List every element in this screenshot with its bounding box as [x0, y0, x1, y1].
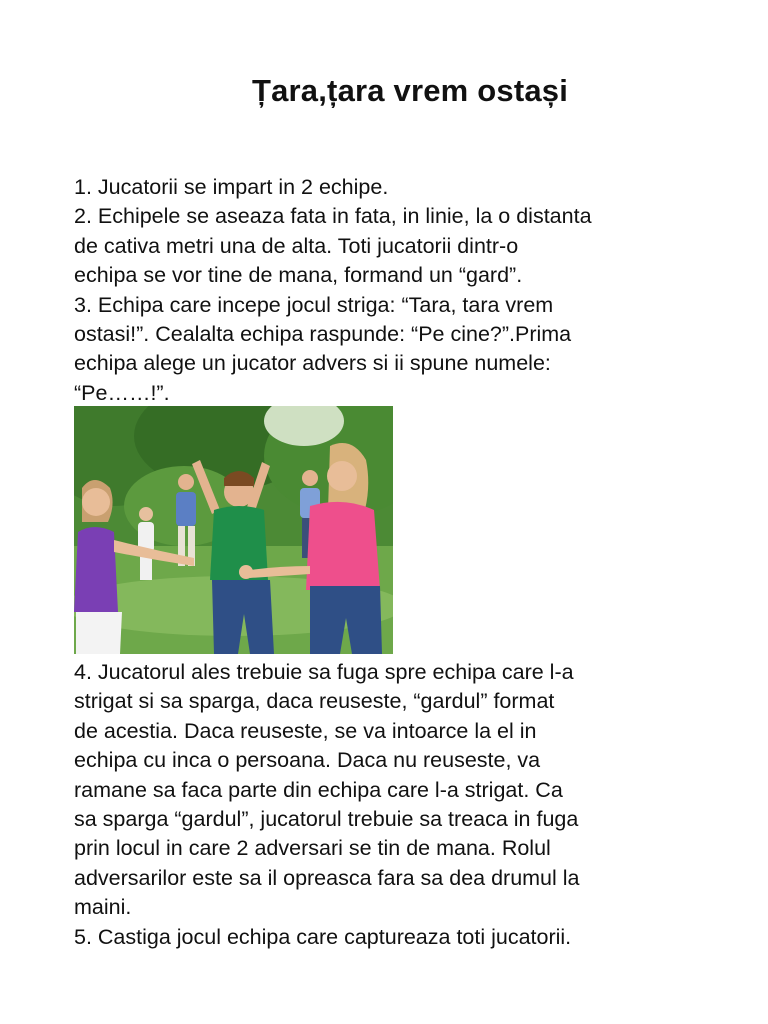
text-line: ostasi!”. Cealalta echipa raspunde: “Pe cine?”.Prima	[74, 322, 572, 347]
text-line: 1. Jucatorii se impart in 2 echipe.	[74, 175, 389, 199]
text-line: ramane sa faca parte din echipa care l-a strigat. Ca	[74, 777, 563, 802]
text-line: 2. Echipele se aseaza fata in fata, in linie, la o distanta	[74, 204, 592, 229]
rules-paragraph-2	[74, 658, 714, 952]
text-line: echipa cu inca o persoana. Daca nu reuseste, va	[74, 748, 541, 773]
text-line: strigat si sa sparga, daca reuseste, “gardul” format	[74, 689, 555, 714]
text-line: sa sparga “gardul”, jucatorul trebuie sa treaca in fuga	[74, 807, 579, 832]
text-line: 4. Jucatorul ales trebuie sa fuga spre echipa care l-a	[74, 660, 574, 684]
text-line: echipa se vor tine de mana, formand un “gard”.	[74, 263, 523, 288]
page-title: Țara,țara vrem ostași	[251, 73, 569, 108]
text-line: 3. Echipa care incepe jocul striga: “Tara, tara vrem	[74, 292, 554, 317]
text-line: adversarilor este sa il opreasca fara sa dea drumul la	[74, 865, 580, 890]
text-line: “Pe……!”.	[74, 380, 170, 405]
photo-illustration	[74, 406, 393, 654]
text-line: de cativa metri una de alta. Toti jucatorii dintr-o	[74, 233, 519, 258]
text-line: de acestia. Daca reuseste, se va intoarce la el in	[74, 718, 537, 743]
rules-paragraph-1	[74, 173, 714, 408]
text-line: maini.	[74, 895, 132, 920]
text-line: 5. Castiga jocul echipa care captureaza toti jucatorii.	[74, 924, 572, 949]
text-line: prin locul in care 2 adversari se tin de mana. Rolul	[74, 836, 551, 861]
text-line: echipa alege un jucator advers si ii spune numele:	[74, 351, 551, 376]
children-playing-photo	[74, 406, 393, 654]
